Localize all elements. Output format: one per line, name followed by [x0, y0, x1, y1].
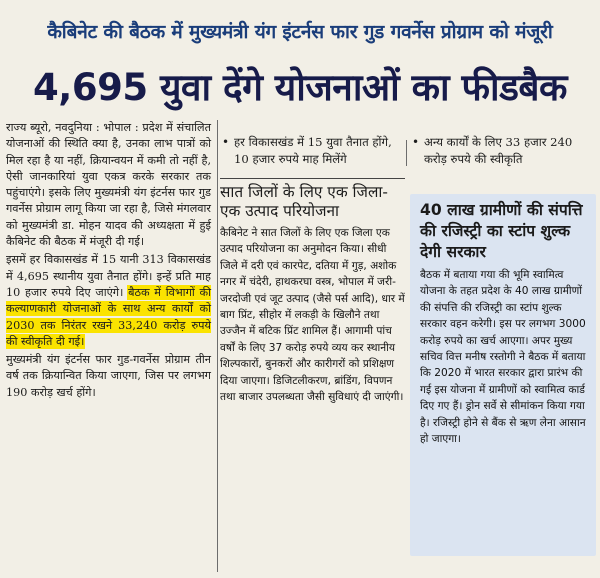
column-divider	[406, 140, 407, 166]
bullet-point-youth: • हर विकासखंड में 15 युवा तैनात होंगे, 10 हजार रुपये माह मिलेंगे	[220, 134, 405, 168]
middle-column	[220, 120, 405, 405]
odop-sidebar	[220, 178, 405, 405]
stamp-duty-body: बैठक में बताया गया की भूमि स्वामित्व योजना के तहत प्रदेश के 40 लाख ग्रामीणों की संपत्ति की रजिस्ट्री का स्टांप शुल्क सरकार वहन करेगी। इस पर लगभग 3000 करोड़ रुपये का खर्च आएगा। अपर मुख्य सचिव वित्त मनीष रस्तोगी ने बैठक में बताया कि 2020 में भारत सरकार द्वारा प्रारंभ की गई इस योजना में ग्रामीणों को स्वामित्व कार्ड दिए गए हैं। ड्रोन सर्वे से सीमांकन किया गया है। रजिस्ट्री होने से बैंक से ऋण लेना आसान हो जाएगा।	[420, 269, 586, 446]
story-paragraph-1: राज्य ब्यूरो, नवदुनिया : भोपाल : प्रदेश में संचालित योजनाओं की स्थिति क्या है, उनका लाभ पात्रों को मिल रहा है या नहीं, क्रियान्वयन में कमी तो नहीं है, ऐसी जानकारियां युवा एकत्र करके सरकार तक पहुंचाएंगे। इसके लिए मुख्यमंत्री यंग इंटर्नस फार गुड गवर्नेस प्रोग्राम लागू किया जा रहा है, जिसे मंगलवार को मुख्यमंत्री डा. मोहन यादव की अध्यक्षता में हुई कैबिनेट की बैठक में मंजूरी दी गई।	[6, 121, 211, 249]
story-paragraph-2-text: इसमें हर विकासखंड में 15 यानी 313 विकासखंड में 4,695 स्थानीय युवा तैनात होंगे। इन्हें प्रति माह 10 हजार रुपये दिए जाएंगे।	[6, 253, 211, 299]
story-paragraph-2	[6, 252, 217, 350]
main-headline: 4,695 युवा देंगे योजनाओं का फीडबैक	[33, 66, 567, 109]
kicker-headline: कैबिनेट की बैठक में मुख्यमंत्री यंग इंटर्नस फार गुड गवर्नेस प्रोग्राम को मंजूरी	[47, 21, 553, 43]
stamp-duty-heading: 40 लाख ग्रामीणों की संपत्ति की रजिस्ट्री का स्टांप शुल्क देगी सरकार	[420, 201, 583, 261]
odop-body: कैबिनेट ने सात जिलों के लिए एक जिला एक उत्पाद परियोजना का अनुमोदन किया। सीधी जिले में दरी एवं कारपेट, दतिया में गुड़, अशोक नगर में चंदेरी, हाथकरघा वस्त्र, भोपाल में जरी-जरदोजी एवं जूट उत्पाद (जैसे पर्स आदि), धार में बाग प्रिंट, सीहोर में लकड़ी के खिलौने तथा उज्जैन में बटिक प्रिंट शामिल हैं। आगामी पांच वर्षों के लिए 37 करोड़ रुपये व्यय कर स्थानीय शिल्पकारों, बुनकरों और कारीगरों को प्रशिक्षण दिया जाएगा। डिजिटलीकरण, ब्रांडिंग, विपणन तथा बाजार उपलब्धता जैसी सुविधाएं दी जाएंगी।	[220, 227, 405, 404]
right-column	[410, 120, 596, 556]
highlighted-sentence: बैठक में विभागों की कल्याणकारी योजनाओं के साथ अन्य कार्यों को 2030 तक निरंतर रखने 33,240 करोड़ रुपये की स्वीकृति दी गई।	[6, 285, 211, 348]
bullet-point-budget: • अन्य कार्यों के लिए 33 हजार 240 करोड़ रुपये की स्वीकृति	[410, 134, 596, 168]
stamp-duty-sidebar	[410, 194, 596, 556]
story-paragraph-3: मुख्यमंत्री यंग इंटर्नस फार गुड-गवर्नेस प्रोग्राम तीन वर्ष तक क्रियान्वित किया जाएगा, जिस पर लगभग 190 करोड़ खर्च होंगे।	[6, 353, 211, 399]
main-story-column	[6, 120, 218, 572]
odop-heading: सात जिलों के लिए एक जिला-एक उत्पाद परियोजना	[220, 183, 388, 220]
